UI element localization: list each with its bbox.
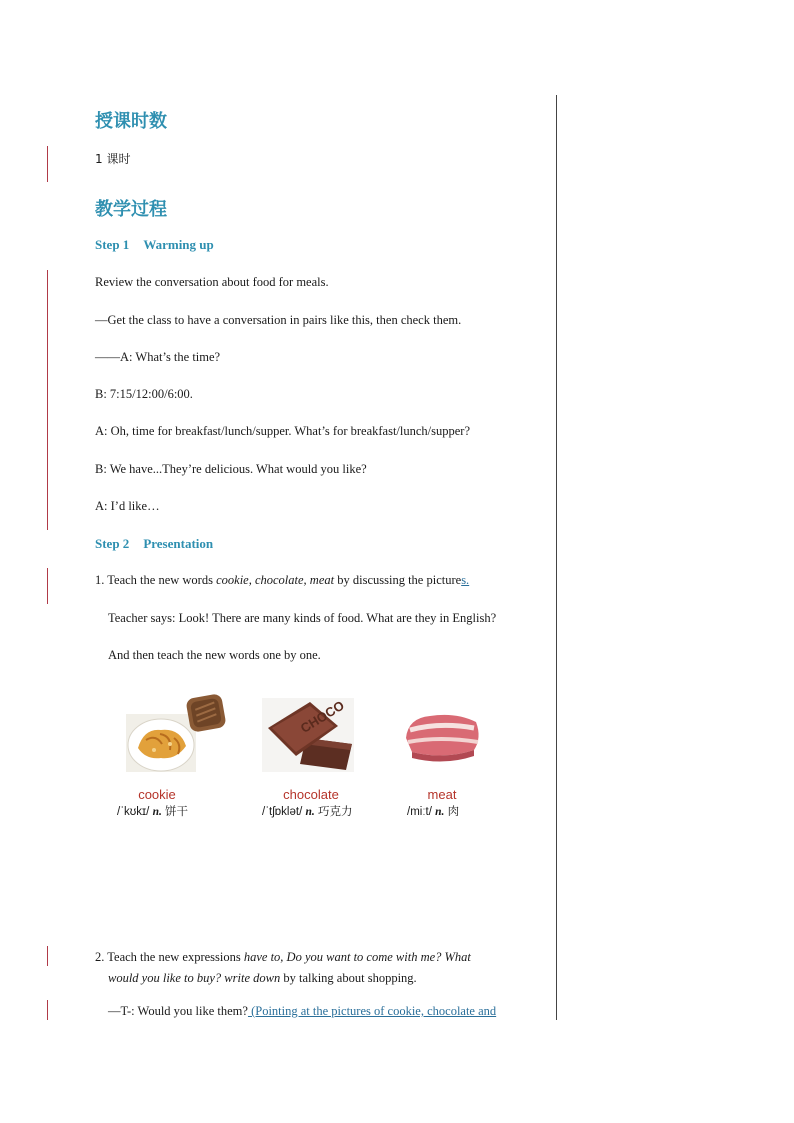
hours-value: 1 课时	[95, 152, 131, 166]
process-heading: 教学过程	[95, 199, 167, 220]
change-bar	[47, 568, 48, 604]
teacher-question-line	[108, 1004, 496, 1019]
change-bar	[47, 146, 48, 182]
step1-label: Step 1	[95, 237, 130, 252]
phonetic-text: /ˈtʃɒklət/	[262, 806, 303, 818]
chinese-meaning: 饼干	[165, 806, 189, 818]
step1-line: B: We have...They’re delicious. What would you like?	[95, 462, 367, 476]
item1-mid: by discussing the picture	[334, 573, 462, 587]
item2-expression-2: would you like to buy? write down	[108, 971, 281, 985]
item1-words: cookie, chocolate, meat	[216, 573, 335, 587]
chocolate-bar-icon	[262, 698, 354, 772]
item2-suffix: by talking about shopping.	[280, 971, 417, 985]
cookie-biscuit-image	[184, 692, 228, 734]
change-bar	[47, 270, 48, 530]
food-word-meat: meat	[427, 787, 457, 802]
svg-text:CHOCO: CHOCO	[297, 698, 347, 736]
item2-prefix: 2. Teach the new expressions	[95, 950, 244, 964]
item1-end: s.	[461, 573, 470, 587]
meat-image	[400, 708, 484, 764]
step1-line: B: 7:15/12:00/6:00.	[95, 387, 193, 401]
change-bar	[47, 1000, 48, 1020]
step1-line: Review the conversation about food for meals.	[95, 275, 329, 289]
chinese-meaning: 肉	[447, 806, 460, 818]
step2-heading	[95, 536, 213, 552]
step1-line: ——A: What’s the time?	[95, 350, 221, 364]
phonetic-text: /ˈkʊkɪ/	[117, 806, 150, 818]
phonetic-text: /miːt/	[407, 806, 432, 818]
t-pointing-note: (Pointing at the pictures of cookie, chocolate and	[247, 1004, 497, 1018]
t-question: —T-: Would you like them?	[108, 1004, 248, 1018]
phonetic-meat	[407, 803, 459, 819]
right-margin-rule	[556, 95, 557, 1020]
item1-prefix: 1. Teach the new words	[95, 573, 217, 587]
chinese-meaning: 巧克力	[317, 806, 353, 818]
meat-icon	[400, 708, 484, 764]
step1-heading	[95, 237, 214, 253]
food-word-cookie: cookie	[138, 787, 176, 802]
teacher-says-line: Teacher says: Look! There are many kinds of food. What are they in English?	[108, 611, 497, 625]
part-of-speech: n.	[435, 806, 445, 818]
item2-expression-1: have to, Do you want to come with me? What	[243, 950, 471, 964]
phonetic-chocolate	[262, 803, 352, 819]
step2-item1	[95, 573, 469, 588]
step1-line: —Get the class to have a conversation in pairs like this, then check them.	[95, 313, 462, 327]
step1-title: Warming up	[143, 237, 214, 252]
food-word-chocolate: chocolate	[283, 787, 339, 802]
step2-item2	[95, 947, 551, 989]
phonetic-cookie	[117, 803, 188, 819]
change-bar	[47, 946, 48, 966]
part-of-speech: n.	[305, 806, 315, 818]
step2-title: Presentation	[143, 536, 214, 551]
step1-line: A: I’d like…	[95, 499, 160, 513]
hours-heading: 授课时数	[95, 111, 167, 132]
step1-line: A: Oh, time for breakfast/lunch/supper. What’s for breakfast/lunch/supper?	[95, 424, 471, 438]
then-teach-line: And then teach the new words one by one.	[108, 648, 321, 662]
part-of-speech: n.	[152, 806, 162, 818]
chocolate-image	[262, 698, 354, 772]
biscuit-icon	[184, 692, 228, 734]
step2-label: Step 2	[95, 536, 130, 551]
